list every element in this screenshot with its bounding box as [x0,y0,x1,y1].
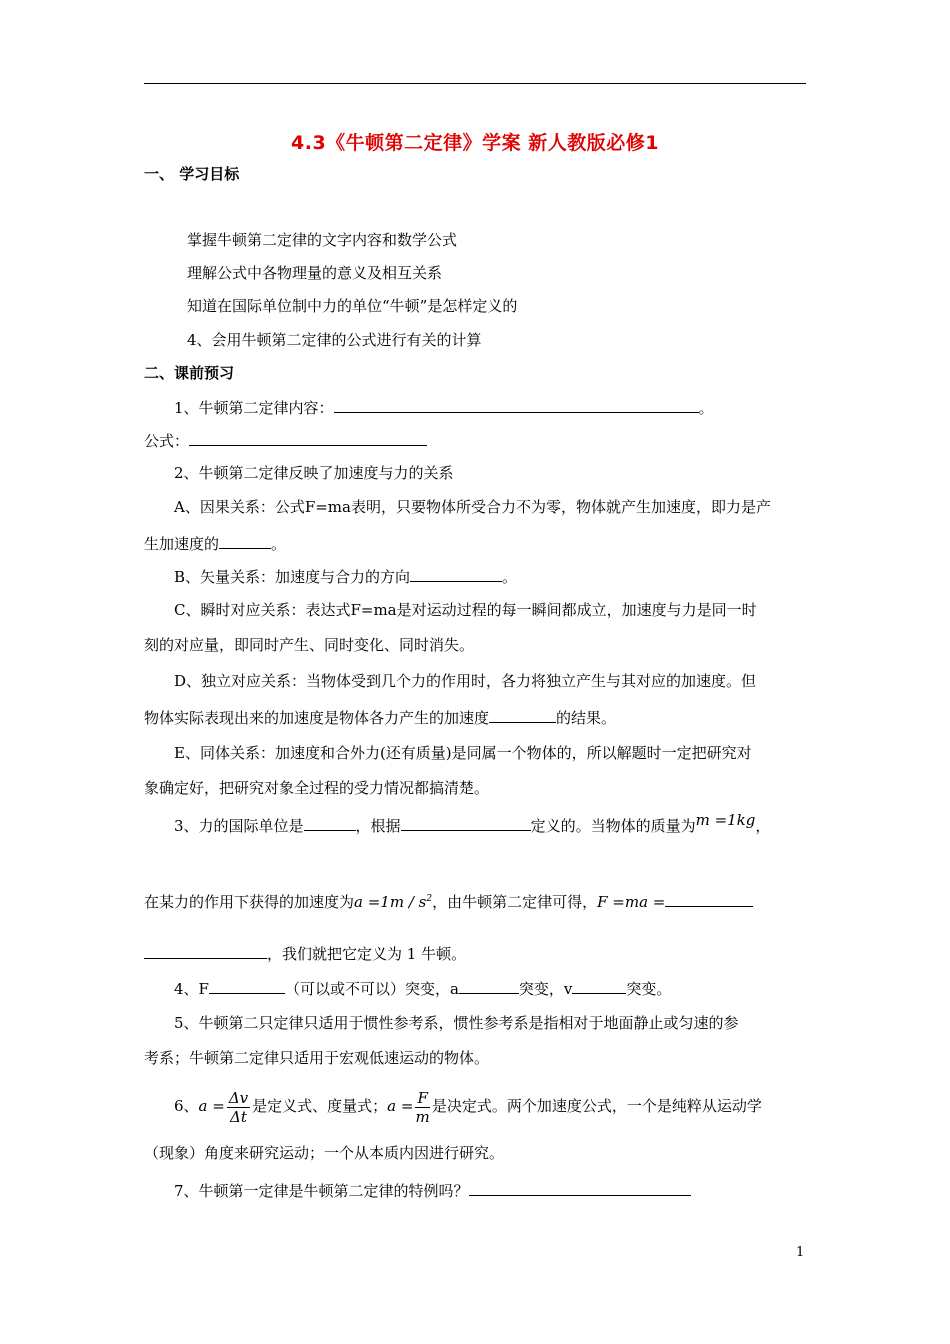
section-heading-preview: 二、课前预习 [144,364,235,382]
item-d-line2 [144,707,809,728]
item-c-line2: 刻的对应量，即同时产生、同时变化、同时消失。 [144,636,475,654]
exponent: 2 [426,894,433,904]
fraction-numerator: F [417,1088,428,1107]
acceleration-symbol: a = [387,1097,414,1115]
acceleration-symbol: a = [198,1097,225,1115]
document-title: 4.3《牛顿第二定律》学案 新人教版必修1 [291,132,659,154]
question-3-line1 [174,811,839,836]
item-c-line1: C、瞬时对应关系：表达式F=ma是对运动过程的每一瞬间都成立，加速度与力是同一时 [174,601,757,619]
fraction-numerator: Δv [228,1088,249,1107]
question-3-text: ，根据 [355,817,401,835]
question-3-text: ，由牛顿第二定律可得， [432,893,598,911]
answer-blank[interactable] [334,397,699,413]
answer-blank[interactable] [489,707,556,723]
answer-blank[interactable] [459,978,519,994]
question-4-text: 4、F [174,980,209,998]
question-3-text: ，我们就把它定义为 1 牛顿。 [267,945,467,963]
objective-item: 知道在国际单位制中力的单位“牛顿”是怎样定义的 [187,297,518,315]
punct: 。 [502,568,518,586]
answer-blank[interactable] [401,815,531,831]
question-5-line2: 考系；牛顿第二定律只适用于宏观低速运动的物体。 [144,1049,490,1067]
question-4-text: （可以或不可以）突变，a [284,980,459,998]
fraction-denominator: Δt [230,1107,247,1126]
question-3-line2 [144,889,809,912]
item-a-line2 [144,533,809,554]
acceleration-formula [354,893,432,911]
answer-blank[interactable] [469,1180,691,1196]
question-4 [174,978,839,999]
question-7 [174,1180,839,1201]
answer-blank[interactable] [189,430,427,446]
question-6-line2: （现象）角度来研究运动；一个从本质内因进行研究。 [144,1144,505,1162]
page-number: 1 [796,1245,805,1260]
item-d-text: 物体实际表现出来的加速度是物体各力产生的加速度 [144,709,490,727]
fraction-denominator: m [415,1107,430,1126]
question-6-text: 是决定式。两个加速度公式，一个是纯粹从运动学 [431,1097,762,1115]
header-rule [144,83,806,84]
punct: 。 [271,535,287,553]
question-5-line1: 5、牛顿第二只定律只适用于惯性参考系，惯性参考系是指相对于地面静止或匀速的参 [174,1014,739,1032]
answer-blank[interactable] [410,566,502,582]
objective-item: 4、会用牛顿第二定律的公式进行有关的计算 [187,331,482,349]
item-a-text: 生加速度的 [144,535,220,553]
punct: 。 [698,399,714,417]
objective-item: 掌握牛顿第二定律的文字内容和数学公式 [187,231,458,249]
item-a-line1: A、因果关系：公式F=ma表明，只要物体所受合力不为零，物体就产生加速度，即力是产 [174,498,771,516]
question-3-text: 定义的。当物体的质量为 [530,817,696,835]
fraction-dv-dt [227,1089,250,1126]
item-b [174,566,839,587]
answer-blank[interactable] [219,533,271,549]
answer-blank[interactable] [144,943,267,959]
acceleration-value: a =1m / s [354,893,427,911]
answer-blank[interactable] [572,978,626,994]
question-6 [174,1087,839,1126]
item-b-text: B、矢量关系：加速度与合力的方向 [174,568,411,586]
item-e-line2: 象确定好，把研究对象全过程的受力情况都搞清楚。 [144,779,490,797]
question-6-text: 6、 [174,1097,199,1115]
fraction-f-m [415,1089,429,1126]
section-heading-objectives: 一、 学习目标 [144,165,240,183]
question-7-text: 7、牛顿第一定律是牛顿第二定律的特例吗？ [174,1182,469,1200]
answer-blank[interactable] [209,978,285,994]
item-d-end: 的结果。 [556,709,617,727]
question-3-text: 3、力的国际单位是 [174,817,304,835]
answer-blank[interactable] [665,891,753,907]
question-6-text: 是定义式、度量式； [252,1097,388,1115]
question-1 [174,397,839,418]
formula-line [144,430,809,451]
question-3-line3 [144,943,809,964]
punct: ， [755,817,771,835]
answer-blank[interactable] [304,815,356,831]
question-4-text: 突变，v [518,980,573,998]
item-d-line1: D、独立对应关系：当物体受到几个力的作用时，各力将独立产生与其对应的加速度。但 [174,672,757,690]
question-4-text: 突变。 [626,980,672,998]
item-e-line1: E、同体关系：加速度和合外力(还有质量)是同属一个物体的，所以解题时一定把研究对 [174,744,752,762]
objective-item: 理解公式中各物理量的意义及相互关系 [187,264,443,282]
formula-label: 公式： [144,432,190,450]
force-formula: F =ma = [597,893,666,911]
mass-formula: m =1kg [695,811,756,829]
question-3-text: 在某力的作用下获得的加速度为 [144,893,355,911]
question-1-text: 1、牛顿第二定律内容： [174,399,334,417]
question-2: 2、牛顿第二定律反映了加速度与力的关系 [174,464,454,482]
